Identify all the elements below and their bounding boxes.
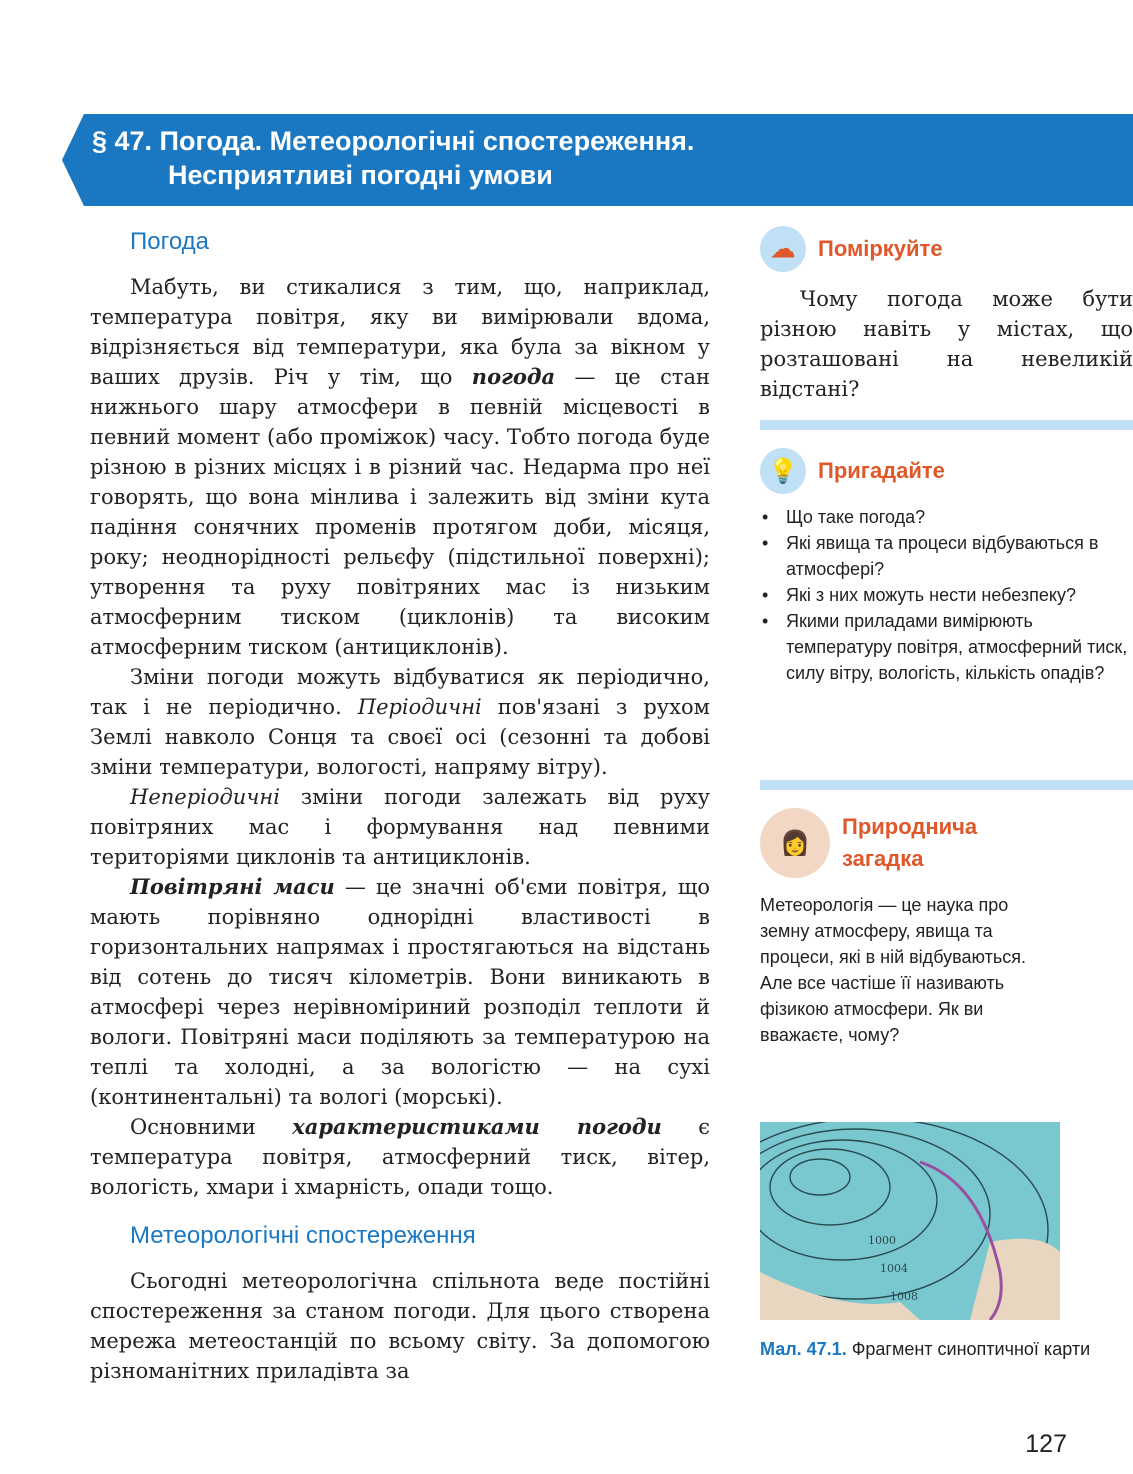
- think-box: ☁ Поміркуйте Чому погода може бути різною навіть у містах, що розташовані на невеликій відстані?: [760, 226, 1133, 404]
- riddle-box: 👩 Природнича загадка Метеорологія — це наука про земну атмосферу, явища та процеси, які в ній відбуваються. Але все частіше її називають фізикою атмосфери. Як ви вважаєте, чому?: [760, 808, 1133, 1048]
- list-item: • Якими приладами вимірюють температуру повітря, атмосферний тиск, силу вітру, вологість, кількість опадів?: [760, 608, 1133, 686]
- paragraph: Мабуть, ви стикалися з тим, що, наприклад, температура повітря, яку ви вимірювали вдома, відрізняється від температури, яка була за вікном у ваших друзів. Річ у тім, що погода — це стан нижнього шару атмосфери в певній місцевості в певний момент (або проміжок) часу. Тобто погода буде різною в різних місцях і в різний час. Недарма про неї говорять, що вона мінлива і залежить від зміни кута падіння сонячних променів протягом доби, місяця, року; неоднорідності рельєфу (підстильної поверхні); утворення та руху повітряних мас із низьким атмосферним тиском (циклонів) та високим атмосферним тиском (антициклонів).: [90, 275, 710, 659]
- list-item: • Що таке погода?: [760, 504, 1133, 530]
- page-title: § 47. Погода. Метеорологічні спостереження. Несприятливі погодні умови: [92, 126, 695, 190]
- divider: [760, 420, 1133, 430]
- teacher-avatar: 👩: [760, 808, 830, 878]
- main-text: [90, 228, 710, 1386]
- riddle-text: Метеорологія — це наука про земну атмосферу, явища та процеси, які в ній відбуваються. Але все частіше її називають фізикою атмосфери. Як ви вважаєте, чому?: [760, 895, 1026, 1045]
- think-text: Чому погода може бути різною навіть у містах, що розташовані на невеликій відстані?: [760, 287, 1133, 401]
- paragraph: Зміни погоди можуть відбуватися як періодично, так і не періодично. Періодичні пов'язані з рухом Землі навколо Сонця та своєї осі (сезонні та добові зміни температури, вологості, напряму вітру).: [90, 665, 710, 779]
- divider: [760, 780, 1133, 790]
- paragraph: Сьогодні метеорологічна спільнота веде постійні спостереження за станом погоди. Для цього створена мережа метеостанцій по всьому світу. За допомогою різноманітних приладівта за: [90, 1269, 710, 1383]
- recall-list: [760, 504, 1133, 686]
- cloud-icon: ☁: [760, 226, 806, 272]
- svg-text:1004: 1004: [880, 1262, 908, 1275]
- list-item: • Які явища та процеси відбуваються в атмосфері?: [760, 530, 1133, 582]
- list-item: • Які з них можуть нести небезпеку?: [760, 582, 1133, 608]
- page-number: 127: [1025, 1430, 1067, 1458]
- synoptic-map: [760, 1122, 1060, 1320]
- svg-text:1000: 1000: [868, 1234, 896, 1247]
- figure-caption: Мал. 47.1. Фрагмент синоптичної карти: [760, 1339, 1091, 1359]
- section-heading-weather: Погода: [130, 228, 209, 255]
- paragraph: Повітряні маси — це значні об'єми повітря, що мають порівняно однорідні властивості в горизонтальних напрямах і простягаються на відстань від сотень до тисяч кілометрів. Вони виникають в атмосфері через нерівноміриний розподіл теплоти й вологи. Повітряні маси поділяють за температурою на теплі та холодні, а за вологістю — на сухі (континентальні) та вологі (морські).: [90, 874, 711, 1109]
- paragraph: Основними характеристиками погоди є температура повітря, атмосферний тиск, вітер, вологість, хмари і хмарність, опади тощо.: [90, 1114, 710, 1199]
- lightbulb-icon: 💡: [760, 448, 806, 494]
- section-heading-observations: Метеорологічні спостереження: [130, 1222, 476, 1249]
- paragraph: Неперіодичні зміни погоди залежать від руху повітряних мас і формування над певними територіями циклонів та антициклонів.: [90, 785, 710, 869]
- svg-text:1008: 1008: [890, 1290, 918, 1303]
- recall-box: 💡 Пригадайте • Що таке погода? • Які явища та процеси відбуваються в атмосфері? • Які з них можуть нести небезпеку? • Якими приладами вимірюють температуру повітря, атмосферний тиск, силу вітру, вологість, кількість опадів?: [760, 448, 1133, 686]
